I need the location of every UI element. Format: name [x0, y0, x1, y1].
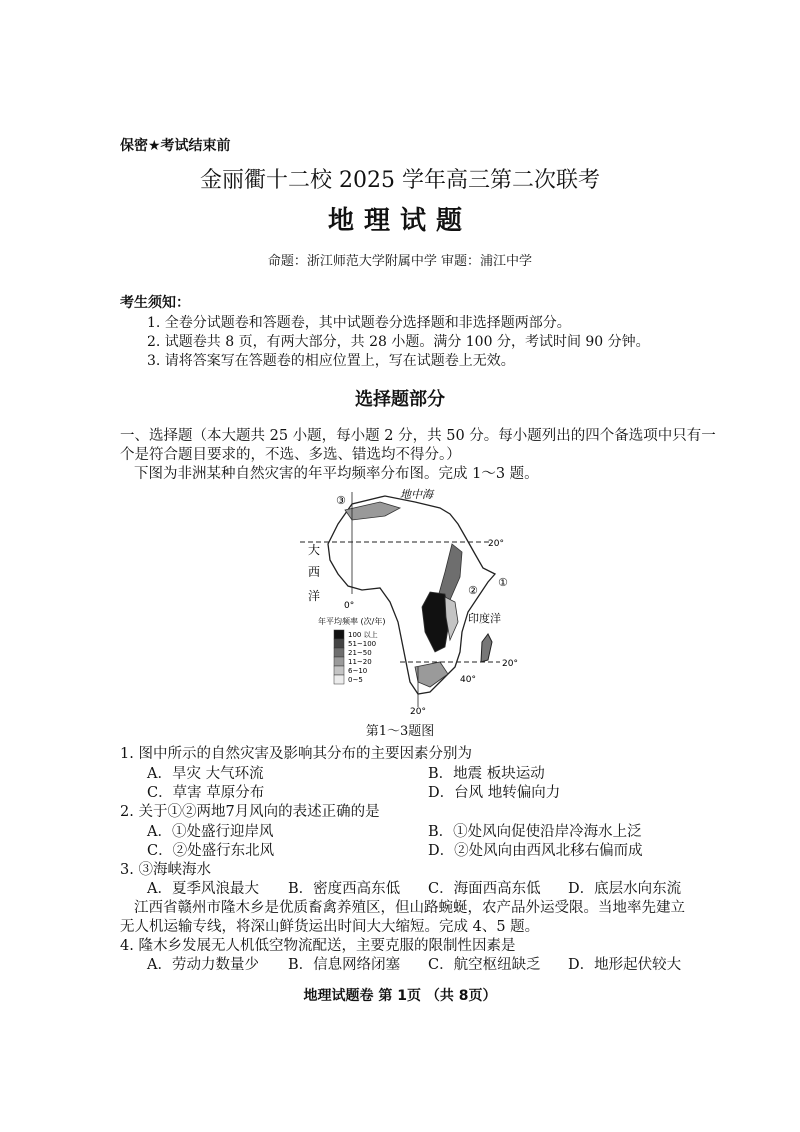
label-mediterranean: 地中海	[400, 488, 433, 501]
option-a[interactable]: A．夏季风浪最大	[147, 881, 259, 897]
confidential-mark: 保密★考试结束前	[120, 138, 231, 154]
subject-title: 地理试题	[327, 206, 472, 236]
section-title: 选择题部分	[355, 389, 445, 410]
legend-label: 6~10	[348, 667, 368, 675]
legend-label: 51~100	[348, 640, 377, 648]
label-atlantic: 洋	[308, 589, 321, 603]
label-atlantic: 西	[308, 565, 321, 579]
option-a[interactable]: A．劳动力数量少	[147, 957, 259, 973]
figure-caption: 第1～3题图	[365, 724, 435, 739]
option-c[interactable]: C．海面西高东低	[428, 881, 541, 897]
label-lon-20: 20°	[410, 707, 426, 717]
legend-swatch	[334, 639, 344, 648]
madagascar	[481, 634, 492, 662]
label-lat-20n: 20°	[488, 539, 504, 549]
label-lon-40: 40°	[460, 675, 476, 685]
option-a[interactable]: A．旱灾 大气环流	[147, 766, 264, 782]
legend-swatch	[334, 630, 344, 639]
credits: 命题：浙江师范大学附属中学 审题：浦江中学	[267, 254, 533, 269]
page-footer: 地理试题卷 第 1页 （共 8页）	[303, 988, 497, 1004]
figure-intro: 下图为非洲某种自然灾害的年平均频率分布图。完成 1～3 题。	[134, 466, 539, 482]
notice-item: 3. 请将答案写在答题卷的相应位置上，写在试题卷上无效。	[147, 353, 515, 369]
passage-line: 江西省赣州市隆木乡是优质畜禽养殖区，但山路蜿蜒，农产品外运受限。当地率先建立	[134, 900, 685, 916]
notice-heading: 考生须知：	[120, 295, 190, 311]
label-atlantic: 大	[308, 543, 321, 557]
question-stem: 2. 关于①②两地7月风向的表述正确的是	[120, 804, 380, 820]
option-b[interactable]: B．①处风向促使沿岸冷海水上泛	[428, 824, 642, 840]
legend-label: 21~50	[348, 649, 372, 657]
question-stem: 4. 隆木乡发展无人机低空物流配送，主要克服的限制性因素是	[120, 938, 516, 954]
exam-title: 金丽衢十二校 2025 学年高三第二次联考	[200, 168, 600, 193]
question-stem: 1. 图中所示的自然灾害及影响其分布的主要因素分别为	[120, 746, 472, 762]
legend-swatch	[334, 675, 344, 684]
marker-1: ①	[498, 576, 508, 589]
option-d[interactable]: D．底层水向东流	[568, 881, 682, 897]
label-lat-20s: 20°	[502, 659, 518, 669]
option-c[interactable]: C．航空枢纽缺乏	[428, 957, 541, 973]
legend-label: 0~5	[348, 676, 363, 684]
option-c[interactable]: C．②处盛行东北风	[147, 843, 275, 859]
legend-title: 年平均频率 (次/年)	[318, 617, 386, 626]
legend-label: 100 以上	[348, 631, 378, 639]
option-a[interactable]: A．①处盛行迎岸风	[147, 824, 274, 840]
option-b[interactable]: B．信息网络闭塞	[288, 957, 401, 973]
africa-hazard-map	[290, 482, 520, 717]
option-c[interactable]: C．草害 草原分布	[147, 785, 265, 801]
legend-swatch	[334, 648, 344, 657]
label-lon-0: 0°	[344, 601, 355, 611]
notice-item: 2. 试题卷共 8 页，有两大部分，共 28 小题。满分 100 分，考试时间 90 分钟。	[147, 334, 650, 350]
option-b[interactable]: B．密度西高东低	[288, 881, 401, 897]
option-b[interactable]: B．地震 板块运动	[428, 766, 545, 782]
marker-2: ②	[468, 584, 478, 597]
marker-3: ③	[336, 494, 346, 507]
option-d[interactable]: D．②处风向由西风北移右偏而成	[428, 843, 643, 859]
option-d[interactable]: D．台风 地转偏向力	[428, 785, 561, 801]
legend-swatch	[334, 666, 344, 675]
option-d[interactable]: D．地形起伏较大	[568, 957, 682, 973]
passage-line: 无人机运输专线，将深山鲜货运出时间大大缩短。完成 4、5 题。	[120, 919, 540, 935]
part-instructions-cont: 个是符合题目要求的，不选、多选、错选均不得分。）	[120, 447, 461, 463]
legend-swatch	[334, 657, 344, 666]
legend	[334, 630, 378, 684]
part-instructions: 一、选择题（本大题共 25 小题，每小题 2 分，共 50 分。每小题列出的四个备选项中只有一	[120, 428, 716, 444]
legend-label: 11~20	[348, 658, 372, 666]
label-indian-ocean: 印度洋	[468, 612, 501, 625]
notice-item: 1. 全卷分试题卷和答题卷，其中试题卷分选择题和非选择题两部分。	[147, 315, 571, 331]
question-stem: 3. ③海峡海水	[120, 862, 211, 878]
